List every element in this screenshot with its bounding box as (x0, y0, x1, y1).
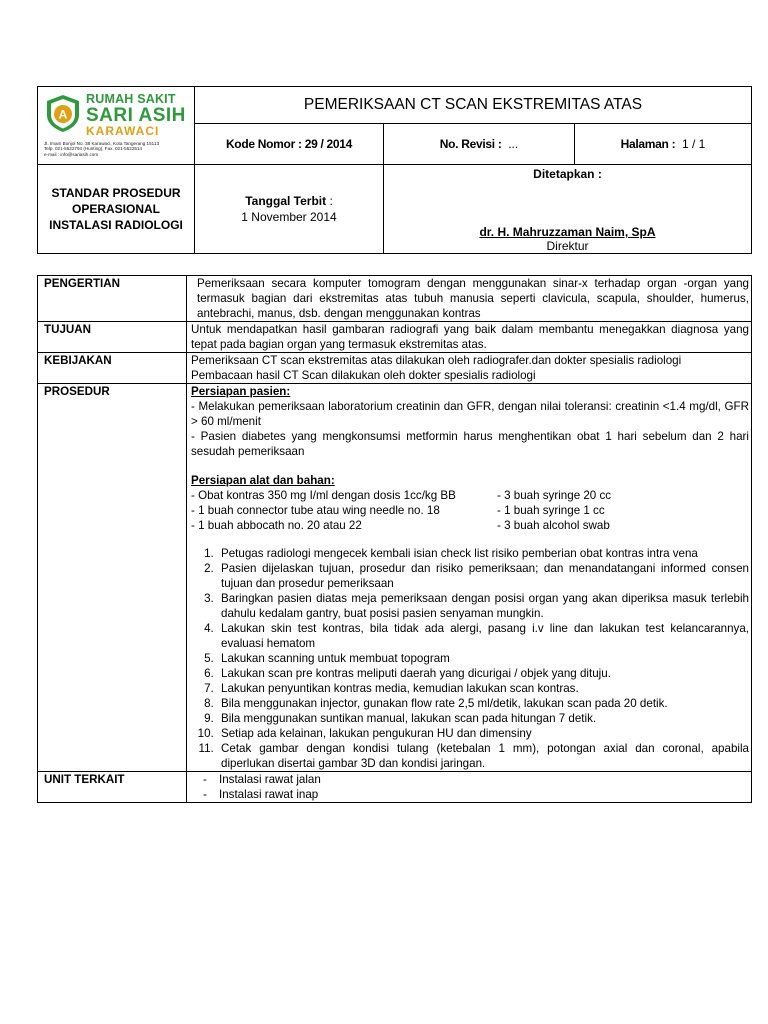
sop-content-table (37, 275, 752, 803)
equipment-item: - 1 buah syringe 1 cc (497, 504, 605, 517)
equipment-item: - 3 buah syringe 20 cc (497, 489, 612, 502)
related-unit-item: - Instalasi rawat inap (219, 787, 749, 802)
page-label: Halaman : (620, 137, 676, 151)
issue-date: Tanggal Terbit : 1 November 2014 (195, 165, 384, 254)
approval-label: Ditetapkan : (533, 167, 602, 181)
procedure-step: 7. Lakukan penyuntikan kontras media, kemudian lakukan scan kontras. (217, 681, 749, 696)
section-text-pengertian: Pemeriksaan secara komputer tomogram dengan menggunakan sinar-x terhadap organ -organ yang termasuk bagian dari ekstremitas atas tubuh manusia seperti clavicula, scapula, shoulder, humerus, antebrachi, manus, dsb. dengan menggunakan kontras (187, 276, 752, 322)
page-value: 1 / 1 (681, 137, 706, 151)
section-label-unit: UNIT TERKAIT (38, 772, 187, 803)
section-label-prosedur: PROSEDUR (38, 384, 187, 772)
code-number: Kode Nomor : 29 / 2014 (195, 124, 384, 165)
issue-date-value: 1 November 2014 (241, 210, 337, 224)
signer-name: dr. H. Mahruzzaman Naim, SpA (479, 225, 656, 239)
section-row-tujuan (38, 322, 752, 353)
procedure-step: 2. Pasien dijelaskan tujuan, prosedur dan risiko pemeriksaan; dan menandatangani informed consen tujuan dan prosedur pemeriksaan (217, 561, 749, 591)
policy-line: Pemeriksaan CT scan ekstremitas atas dilakukan oleh radiografer.dan dokter spesialis radiologi (191, 354, 682, 367)
procedure-step: 3. Baringkan pasien diatas meja pemeriksaan dengan posisi organ yang akan diperiksa masuk terlebih dahulu kedalam gantry, buat posisi pasien senyaman mungkin. (217, 591, 749, 621)
address-line: Telp. 021-5522794 (Hunting), Fax. 021-5522514 (44, 146, 143, 152)
hospital-logo-cell (38, 87, 195, 165)
section-row-unit (38, 772, 752, 803)
patient-prep-item: - Pasien diabetes yang mengkonsumsi metformin harus menghentikan obat 1 hari sebelum dan 2 hari sesudah pemeriksaan (191, 430, 749, 458)
policy-line: Pembacaan hasil CT Scan dilakukan oleh dokter spesialis radiologi (191, 369, 536, 382)
equipment-prep-heading: Persiapan alat dan bahan: (191, 474, 335, 487)
section-label-pengertian: PENGERTIAN (38, 276, 187, 322)
equipment-item: - 1 buah abbocath no. 20 atau 22 (191, 519, 362, 532)
hospital-name-line3: KARAWACI (86, 123, 160, 138)
hospital-name-line2: SARI ASIH (86, 104, 186, 126)
procedure-step: 5. Lakukan scanning untuk membuat topogram (217, 651, 749, 666)
section-text-kebijakan (187, 353, 752, 384)
document-header-table (37, 86, 752, 254)
section-row-pengertian (38, 276, 752, 322)
section-text-tujuan: Untuk mendapatkan hasil gambaran radiografi yang baik dalam membantu menegakkan diagnosa yang tepat pada bagian organ yang termasuk ekstremitas atas. (187, 322, 752, 353)
equipment-item: - Obat kontras 350 mg I/ml dengan dosis 1cc/kg BB (191, 489, 456, 502)
procedure-step: 9. Bila menggunakan suntikan manual, lakukan scan pada hitungan 7 detik. (217, 711, 749, 726)
document-title: PEMERIKSAAN CT SCAN EKSTREMITAS ATAS (195, 87, 752, 124)
procedure-steps (191, 546, 749, 771)
equipment-list (191, 488, 749, 533)
address-line: e-mail : info@sariasih.com (44, 151, 99, 157)
section-row-prosedur (38, 384, 752, 772)
patient-prep-heading: Persiapan pasien: (191, 385, 291, 398)
procedure-step: 11. Cetak gambar dengan kondisi tulang (ketebalan 1 mm), potongan axial dan coronal, apabila diperlukan disertai gambar 3D dan kondisi jaringan. (217, 741, 749, 771)
hospital-name-line1: RUMAH SAKIT (86, 92, 176, 106)
page-number (575, 124, 752, 165)
related-unit-item: - Instalasi rawat jalan (219, 772, 749, 787)
revision-label: No. Revisi : (439, 137, 502, 151)
revision-value: ... (508, 137, 519, 151)
address-line: Jl. Imam Bonjol No. 38 Karawaci, Kota Tangerang 15113 (44, 140, 159, 146)
equipment-item: - 3 buah alcohol swab (497, 519, 610, 532)
procedure-step: 8. Bila menggunakan injector, gunakan flow rate 2,5 ml/detik, lakukan scan pada 20 detik. (217, 696, 749, 711)
hospital-logo-icon (44, 93, 82, 133)
patient-prep-item: - Melakukan pemeriksaan laboratorium creatinin dan GFR, dengan nilai toleransi: creatinin <1.4 mg/dl, GFR > 60 ml/menit (191, 400, 749, 428)
revision-number (384, 124, 575, 165)
section-text-unit (187, 772, 752, 803)
sop-label: STANDAR PROSEDUR OPERASIONAL INSTALASI RADIOLOGI (38, 165, 195, 254)
hospital-address (44, 141, 190, 158)
procedure-step: 6. Lakukan scan pre kontras meliputi daerah yang dicurigai / objek yang dituju. (217, 666, 749, 681)
section-label-tujuan: TUJUAN (38, 322, 187, 353)
hospital-name (86, 93, 186, 137)
related-units (191, 772, 749, 802)
signer-title: Direktur (546, 239, 589, 253)
procedure-step: 10. Setiap ada kelainan, lakukan pengukuran HU dan dimensiny (217, 726, 749, 741)
logo-letter: A (58, 107, 68, 122)
procedure-step: 1. Petugas radiologi mengecek kembali isian check list risiko pemberian obat kontras intra vena (217, 546, 749, 561)
section-label-kebijakan: KEBIJAKAN (38, 353, 187, 384)
equipment-item: - 1 buah connector tube atau wing needle no. 18 (191, 504, 440, 517)
approval-block (384, 165, 752, 254)
section-row-kebijakan (38, 353, 752, 384)
procedure-step: 4. Lakukan skin test kontras, bila tidak ada alergi, pasang i.v line dan lakukan test kelancarannya, evaluasi hematom (217, 621, 749, 651)
issue-date-label: Tanggal Terbit (245, 194, 327, 208)
section-text-prosedur (187, 384, 752, 772)
